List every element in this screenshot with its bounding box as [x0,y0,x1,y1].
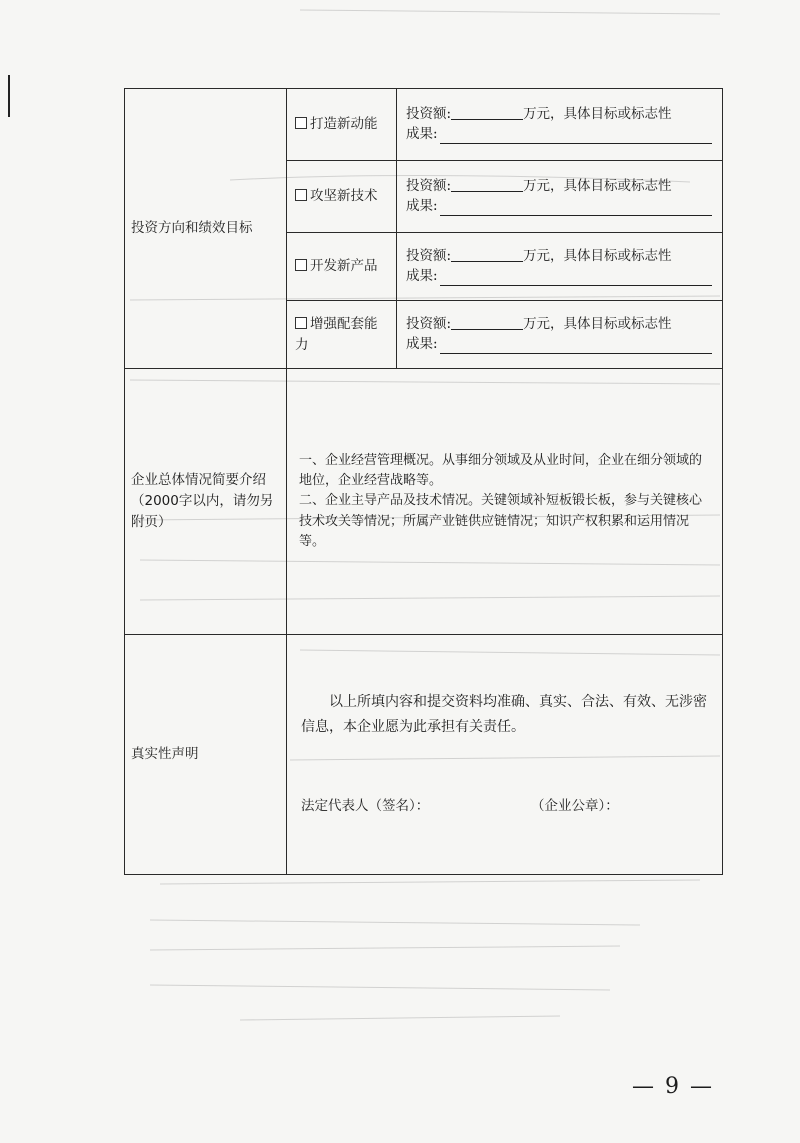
checkbox-icon[interactable] [295,317,307,329]
result-blank[interactable] [440,200,712,216]
checkbox-icon[interactable] [295,189,307,201]
amount-blank[interactable] [451,247,523,262]
declaration-label: 真实性声明 [125,635,287,875]
amount-blank[interactable] [451,105,523,120]
investment-row [125,89,723,161]
company-intro-text[interactable] [287,369,723,635]
company-intro-label: 企业总体情况简要介绍（2000字以内，请勿另附页） [125,369,287,635]
investment-amount-cell: 投资额: 万元，具体目标或标志性 成果: [397,161,723,233]
intro-paragraph: 一、企业经营管理概况。从事细分领域及从业时间，企业在细分领域的地位，企业经营战略等。 [299,453,703,489]
declaration-cell [287,635,723,875]
page-number: — 9 — [632,1074,714,1099]
amount-blank[interactable] [451,177,523,192]
investment-option: 打造新动能 [287,89,397,161]
checkbox-icon[interactable] [295,259,307,271]
investment-amount-cell: 投资额: 万元，具体目标或标志性 成果: [397,233,723,301]
checkbox-icon[interactable] [295,117,307,129]
intro-paragraph: 二、企业主导产品及技术情况。关键领域补短板锻长板，参与关键核心技术攻关等情况；所属产业链供应链情况；知识产权积累和运用情况等。 [299,493,703,549]
investment-amount-cell: 投资额: 万元，具体目标或标志性 成果: [397,301,723,369]
declaration-row [125,635,723,875]
investment-direction-label: 投资方向和绩效目标 [125,89,287,369]
legal-rep-signature[interactable]: 法定代表人（签名）： [301,798,430,815]
amount-blank[interactable] [451,315,523,330]
investment-option: 开发新产品 [287,233,397,301]
declaration-text: 以上所填内容和提交资料均准确、真实、合法、有效、无涉密信息，本企业愿为此承担有关责任。 [301,694,707,735]
application-form-table [124,88,723,875]
result-blank[interactable] [440,128,712,144]
investment-amount-cell: 投资额: 万元，具体目标或标志性 成果: [397,89,723,161]
investment-option: 增强配套能力 [287,301,397,369]
result-blank[interactable] [440,338,712,354]
company-intro-row [125,369,723,635]
investment-option: 攻坚新技术 [287,161,397,233]
company-seal[interactable]: （企业公章）： [531,798,619,815]
scan-edge-mark [8,75,10,117]
result-blank[interactable] [440,270,712,286]
